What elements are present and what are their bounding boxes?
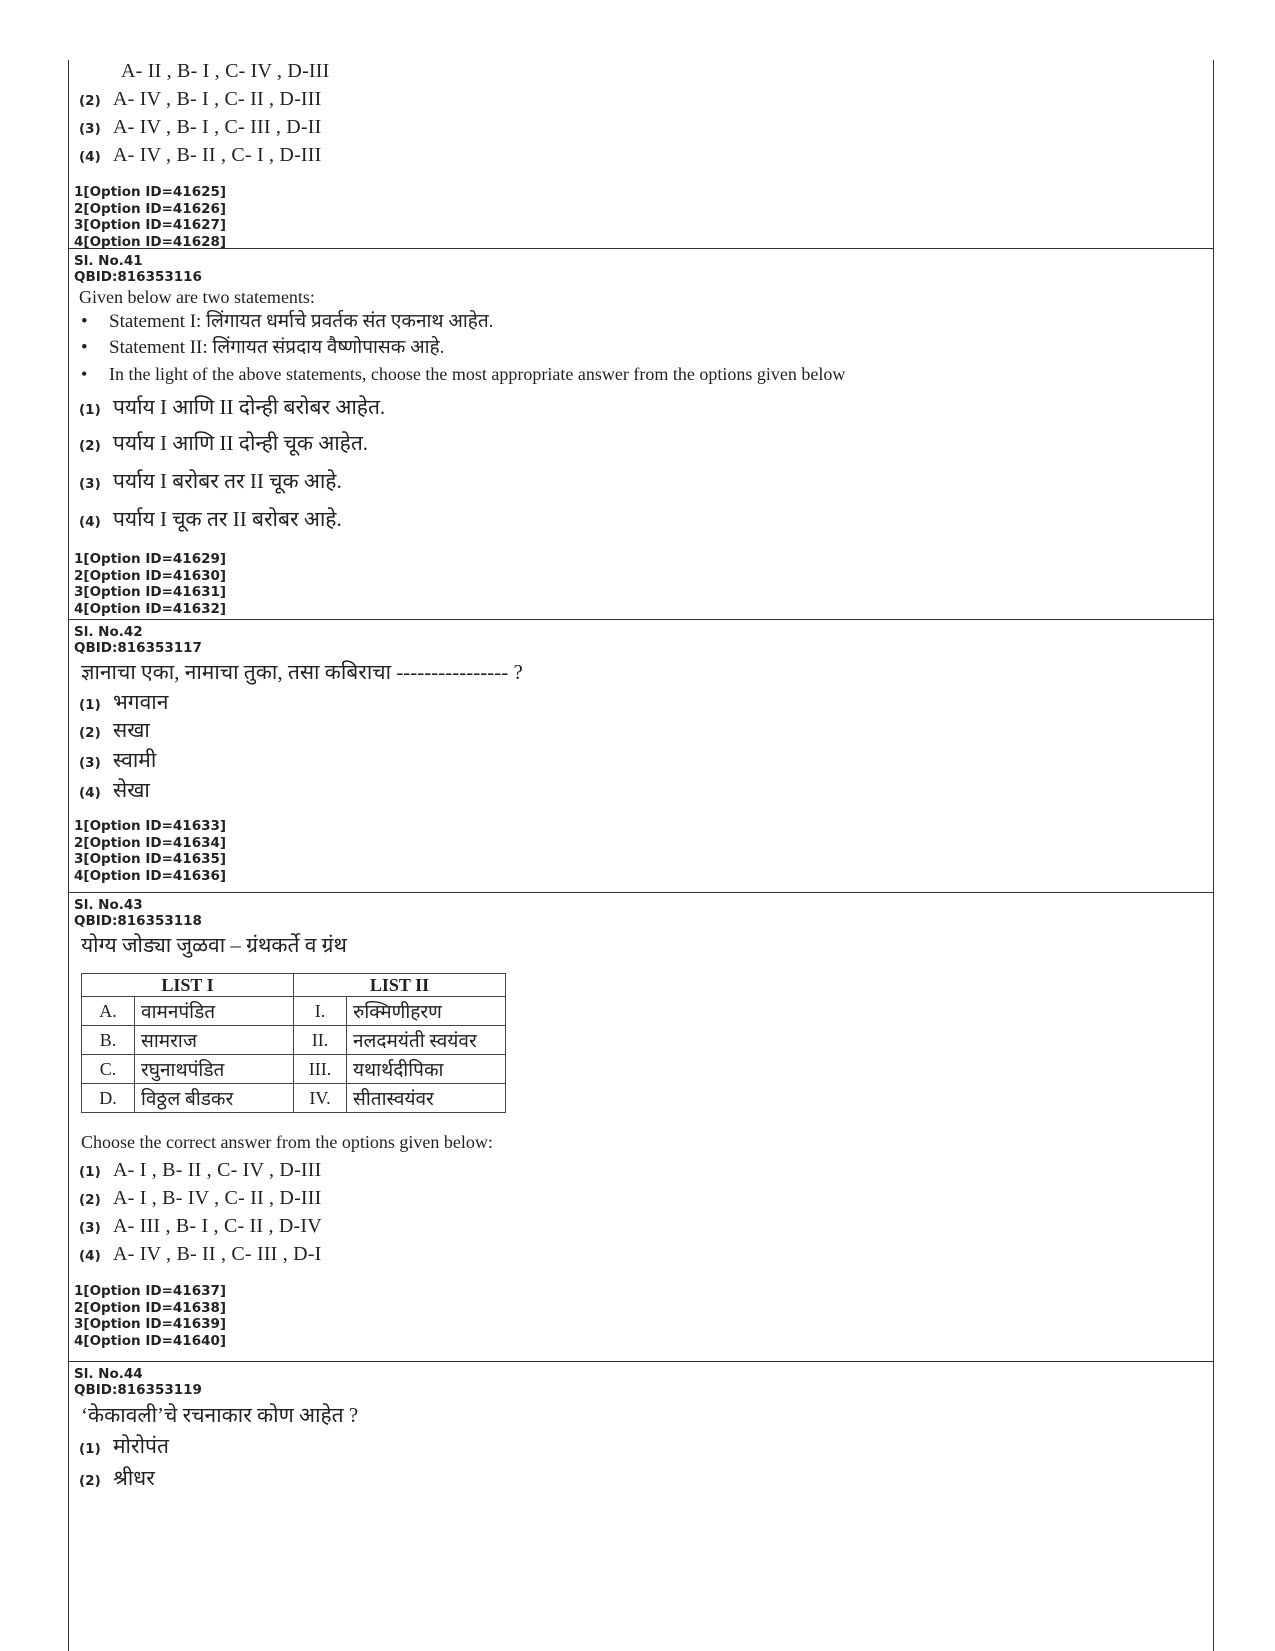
- option-number: (4): [79, 1248, 101, 1264]
- option-id: 3[Option ID=41639]: [74, 1316, 227, 1332]
- option-id: 2[Option ID=41630]: [74, 567, 227, 584]
- option-row: [79, 1159, 1213, 1187]
- option-row: [79, 1243, 1213, 1271]
- option-id: 1[Option ID=41637]: [74, 1283, 227, 1299]
- option-number: (1): [79, 1441, 101, 1457]
- list2-key: IV.: [294, 1084, 347, 1113]
- option-number: (3): [79, 476, 101, 492]
- list1-key: D.: [82, 1084, 135, 1113]
- option-text: A- I , B- II , C- IV , D-III: [113, 1159, 322, 1181]
- option-number: (3): [79, 121, 101, 137]
- option-number: (1): [79, 697, 101, 713]
- option-row: [79, 505, 1213, 543]
- table-header-list-1: LIST I: [82, 974, 294, 997]
- option-text: पर्याय I बरोबर तर II चूक आहे.: [113, 469, 342, 493]
- question-block-44: [69, 1362, 1213, 1651]
- list2-key: III.: [294, 1055, 347, 1084]
- option-number: (2): [79, 725, 101, 741]
- question-block-42: [69, 620, 1213, 893]
- list1-key: B.: [82, 1026, 135, 1055]
- table-row: [82, 1084, 506, 1113]
- qbid: QBID:816353117: [74, 640, 202, 656]
- option-number: (1): [79, 1164, 101, 1180]
- option-row: [79, 429, 1213, 467]
- option-id: 4[Option ID=41636]: [74, 867, 227, 884]
- option-id: 1[Option ID=41629]: [74, 551, 227, 567]
- question-block-prev: [69, 60, 1213, 249]
- table-row: [82, 997, 506, 1026]
- option-row: [79, 116, 1213, 144]
- option-text: A- IV , B- II , C- III , D-I: [113, 1243, 322, 1265]
- option-row: [79, 144, 1213, 172]
- option-id: 3[Option ID=41635]: [74, 851, 227, 867]
- list2-value: रुक्मिणीहरण: [347, 997, 506, 1026]
- option-row: [79, 1432, 1213, 1464]
- statement-text: In the light of the above statements, choose the most appropriate answer from the options given below: [109, 364, 846, 384]
- option-id: 1[Option ID=41625]: [74, 184, 227, 200]
- option-text: A- I , B- IV , C- II , D-III: [113, 1187, 322, 1209]
- option-text: पर्याय I आणि II दोन्ही बरोबर आहेत.: [113, 395, 386, 419]
- option-number: (2): [79, 1192, 101, 1208]
- option-row: [79, 746, 1213, 776]
- question-paper-frame: [68, 60, 1214, 1651]
- option-number: (4): [79, 785, 101, 801]
- question-text: योग्य जोड्या जुळवा – ग्रंथकर्ते व ग्रंथ: [81, 933, 347, 957]
- option-row: [79, 467, 1213, 505]
- list2-value: नलदमयंती स्वयंवर: [347, 1026, 506, 1055]
- option-number: (2): [79, 1473, 101, 1489]
- option-row: [79, 1464, 1213, 1496]
- list1-key: A.: [82, 997, 135, 1026]
- option-row: [79, 393, 1213, 429]
- option-id: 3[Option ID=41627]: [74, 217, 227, 233]
- bullet-icon: •: [81, 364, 88, 384]
- option-text: मोरोपंत: [113, 1434, 169, 1458]
- option-number: (3): [79, 755, 101, 771]
- option-text: पर्याय I आणि II दोन्ही चूक आहेत.: [113, 431, 369, 455]
- option-text: सेखा: [113, 778, 150, 802]
- table-header-row: [82, 974, 506, 997]
- option-text: श्रीधर: [113, 1466, 155, 1490]
- option-number: (3): [79, 1220, 101, 1236]
- table-row: [82, 1026, 506, 1055]
- option-id-list: [74, 818, 1213, 884]
- option-id: 3[Option ID=41631]: [74, 584, 227, 600]
- option-row: [79, 60, 1213, 88]
- option-id-list: [74, 184, 1213, 250]
- option-number: (2): [79, 93, 101, 109]
- instruction-text: Choose the correct answer from the options given below:: [81, 1132, 493, 1152]
- question-text: ज्ञानाचा एका, नामाचा तुका, तसा कबिराचा ---------------- ?: [81, 660, 523, 684]
- option-number: (4): [79, 514, 101, 530]
- question-block-41: [69, 249, 1213, 620]
- option-text: भगवान: [113, 690, 169, 714]
- option-id: 1[Option ID=41633]: [74, 818, 227, 834]
- option-id-list: [74, 551, 1213, 617]
- serial-number: Sl. No.42: [74, 624, 143, 640]
- option-row: [79, 776, 1213, 806]
- option-row: [79, 1215, 1213, 1243]
- bullet-icon: •: [81, 311, 88, 332]
- serial-number: Sl. No.41: [74, 253, 143, 269]
- option-row: [79, 1187, 1213, 1215]
- list1-value: रघुनाथपंडित: [135, 1055, 294, 1084]
- list2-key: II.: [294, 1026, 347, 1055]
- option-text: A- IV , B- I , C- III , D-II: [113, 116, 322, 138]
- option-text: स्वामी: [113, 748, 157, 772]
- option-id: 2[Option ID=41626]: [74, 200, 227, 217]
- option-text: A- II , B- I , C- IV , D-III: [121, 60, 330, 82]
- option-text: A- IV , B- I , C- II , D-III: [113, 88, 322, 110]
- statement-item: [81, 361, 1213, 387]
- option-row: [79, 88, 1213, 116]
- option-id: 2[Option ID=41634]: [74, 834, 227, 851]
- list2-value: यथार्थदीपिका: [347, 1055, 506, 1084]
- list2-value: सीतास्वयंवर: [347, 1084, 506, 1113]
- option-number: (2): [79, 438, 101, 454]
- list1-value: वामनपंडित: [135, 997, 294, 1026]
- qbid: QBID:816353119: [74, 1382, 202, 1398]
- list1-value: विठ्ठल बीडकर: [135, 1084, 294, 1113]
- option-text: A- IV , B- II , C- I , D-III: [113, 144, 322, 166]
- statement-item: [81, 335, 1213, 361]
- option-text: A- III , B- I , C- II , D-IV: [113, 1215, 322, 1237]
- option-row: [79, 688, 1213, 716]
- option-id: 4[Option ID=41640]: [74, 1332, 227, 1349]
- serial-number: Sl. No.43: [74, 897, 143, 913]
- list1-value: सामराज: [135, 1026, 294, 1055]
- option-row: [79, 716, 1213, 746]
- option-id: 4[Option ID=41628]: [74, 233, 227, 250]
- question-intro: Given below are two statements:: [79, 287, 315, 307]
- option-number: (4): [79, 149, 101, 165]
- option-number: (1): [79, 402, 101, 418]
- statement-text: Statement I: लिंगायत धर्माचे प्रवर्तक संत एकनाथ आहेत.: [109, 311, 494, 332]
- list1-key: C.: [82, 1055, 135, 1084]
- qbid: QBID:816353118: [74, 913, 202, 929]
- option-text: पर्याय I चूक तर II बरोबर आहे.: [113, 507, 342, 531]
- table-header-list-2: LIST II: [294, 974, 506, 997]
- match-table: [81, 973, 506, 1113]
- list2-key: I.: [294, 997, 347, 1026]
- question-text: ‘केकावली’चे रचनाकार कोण आहेत ?: [81, 1403, 359, 1427]
- option-id-list: [74, 1283, 1213, 1349]
- table-row: [82, 1055, 506, 1084]
- qbid: QBID:816353116: [74, 269, 202, 285]
- question-block-43: [69, 893, 1213, 1362]
- bullet-icon: •: [81, 337, 88, 358]
- statement-item: [81, 309, 1213, 335]
- option-id: 2[Option ID=41638]: [74, 1299, 227, 1316]
- option-id: 4[Option ID=41632]: [74, 600, 227, 617]
- serial-number: Sl. No.44: [74, 1366, 143, 1382]
- statement-text: Statement II: लिंगायत संप्रदाय वैष्णोपासक आहे.: [109, 337, 445, 358]
- option-text: सखा: [113, 718, 150, 742]
